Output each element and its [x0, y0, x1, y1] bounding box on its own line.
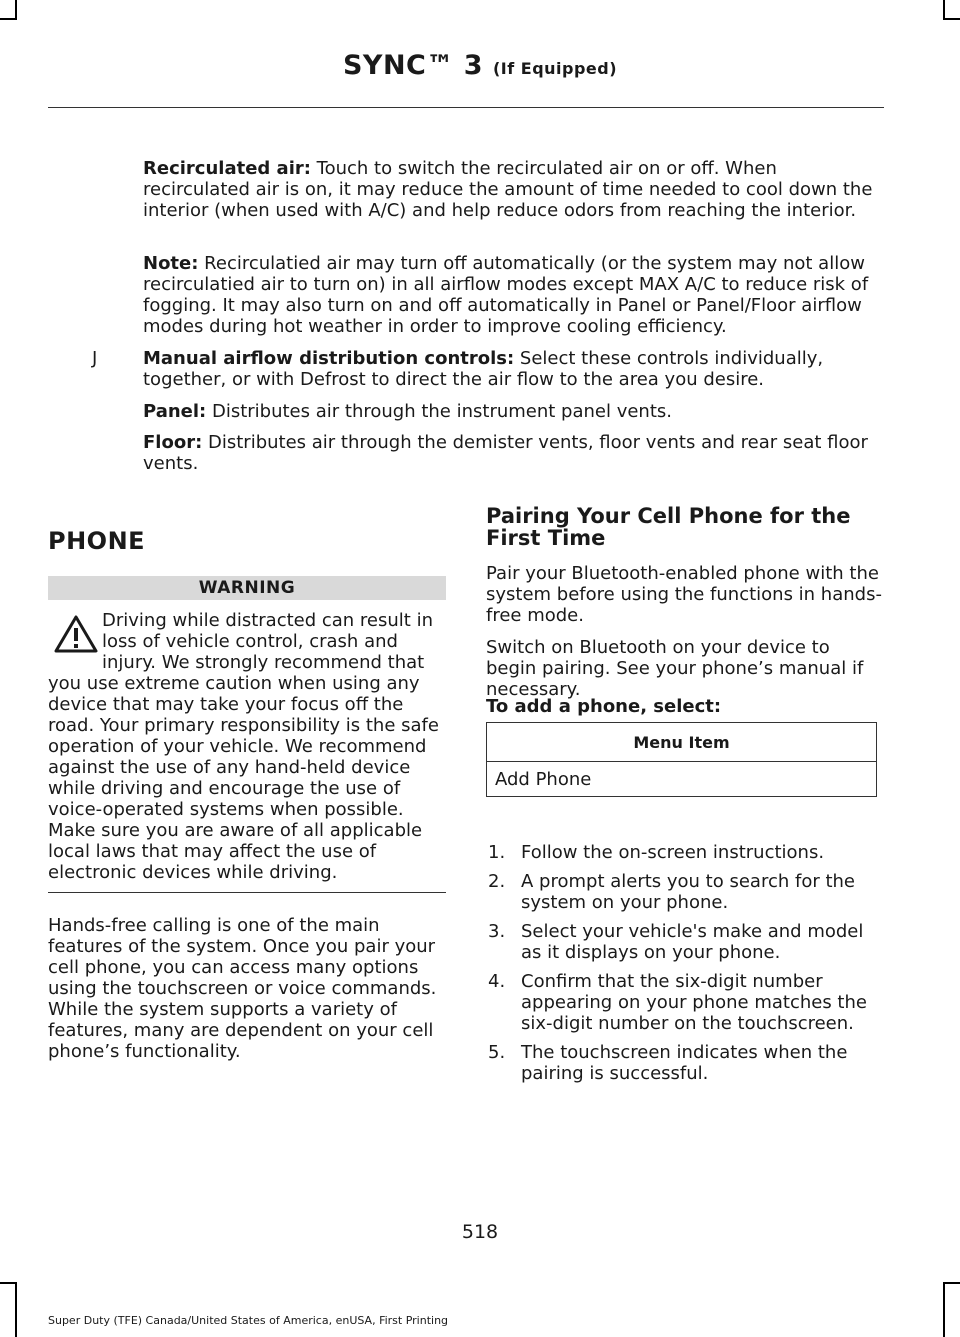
pairing-steps — [486, 842, 882, 1092]
hands-free-paragraph: Hands-free calling is one of the main features of the system. Once you pair your cell phone, you can access many options using the touchscreen or voice commands. While the system supports a variety of features, many are dependent on your cell phone’s functionality. — [48, 915, 437, 1062]
page-number: 518 — [461, 1221, 499, 1243]
footer-text: Super Duty (TFE) Canada/United States of America, enUSA, First Printing — [48, 1314, 449, 1327]
add-phone-label: To add a phone, select: — [486, 696, 722, 717]
floor-paragraph: Floor: Distributes air through the demister vents, floor vents and rear seat floor vents. — [143, 432, 868, 474]
manual-airflow-paragraph: Manual airflow distribution controls: Select these controls individually, together, or with Defrost to direct the air flow to the area you desire. — [143, 348, 824, 390]
header-subtitle: (If Equipped) — [492, 59, 618, 78]
crop-mark — [0, 1282, 17, 1284]
panel-paragraph: Panel: Distributes air through the instrument panel vents. — [143, 401, 672, 422]
crop-mark — [15, 1282, 17, 1337]
list-item: 4. Confirm that the six-digit number appearing on your phone matches the six-digit number on the touchscreen. — [488, 971, 867, 1034]
warning-title: WARNING — [48, 576, 446, 600]
list-item: 1. Follow the on-screen instructions. — [488, 842, 825, 863]
pairing-para-1: Pair your Bluetooth-enabled phone with the system before using the functions in hands-free mode. — [486, 563, 882, 626]
page-header — [0, 50, 960, 81]
note-paragraph: Note: Recirculatied air may turn off automatically (or the system may not allow recirculatied air to turn on) in all airflow modes except MAX A/C to reduce risk of fogging. It may also turn on and off automatically in Panel or Panel/Floor airflow modes during hot weather in order to improve cooling efficiency. — [143, 253, 869, 337]
crop-mark — [0, 18, 17, 20]
table-cell: Add Phone — [487, 762, 877, 797]
table-header: Menu Item — [487, 723, 877, 762]
list-item: 5. The touchscreen indicates when the pairing is successful. — [488, 1042, 848, 1084]
warning-icon-spacer — [48, 610, 102, 670]
crop-mark — [15, 0, 17, 18]
warning-rule — [48, 892, 446, 893]
section-title-phone: PHONE — [48, 527, 146, 555]
crop-mark — [943, 1282, 960, 1284]
pairing-heading: Pairing Your Cell Phone for the First Time — [486, 504, 851, 550]
menu-item-table — [486, 722, 877, 797]
recirculated-air-paragraph: Recirculated air: Touch to switch the recirculated air on or off. When recirculated air is on, it may reduce the amount of time needed to cool down the interior (when used with A/C) and help reduce odors from reaching the interior. — [143, 158, 873, 221]
crop-mark — [943, 18, 960, 20]
header-rule — [48, 107, 884, 108]
list-item: 2. A prompt alerts you to search for the system on your phone. — [488, 871, 855, 913]
crop-mark — [943, 1282, 945, 1337]
item-marker-j: J — [92, 348, 98, 369]
header-title: SYNC™ 3 — [342, 50, 484, 81]
list-item: 3. Select your vehicle's make and model as it displays on your phone. — [488, 921, 864, 963]
warning-text: Driving while distracted can result in loss of vehicle control, crash and injury. We strongly recommend that you use extreme caution when using any device that may take your focus off the road. Your primary responsibility is the safe operation of your vehicle. We recommend against the use of any hand-held device while driving and encourage the use of voice-operated systems when possible. Make sure you are aware of all applicable local laws that may affect the use of electronic devices while driving. — [48, 610, 439, 883]
crop-mark — [943, 0, 945, 18]
pairing-para-2: Switch on Bluetooth on your device to begin pairing. See your phone’s manual if necessary. — [486, 637, 864, 700]
